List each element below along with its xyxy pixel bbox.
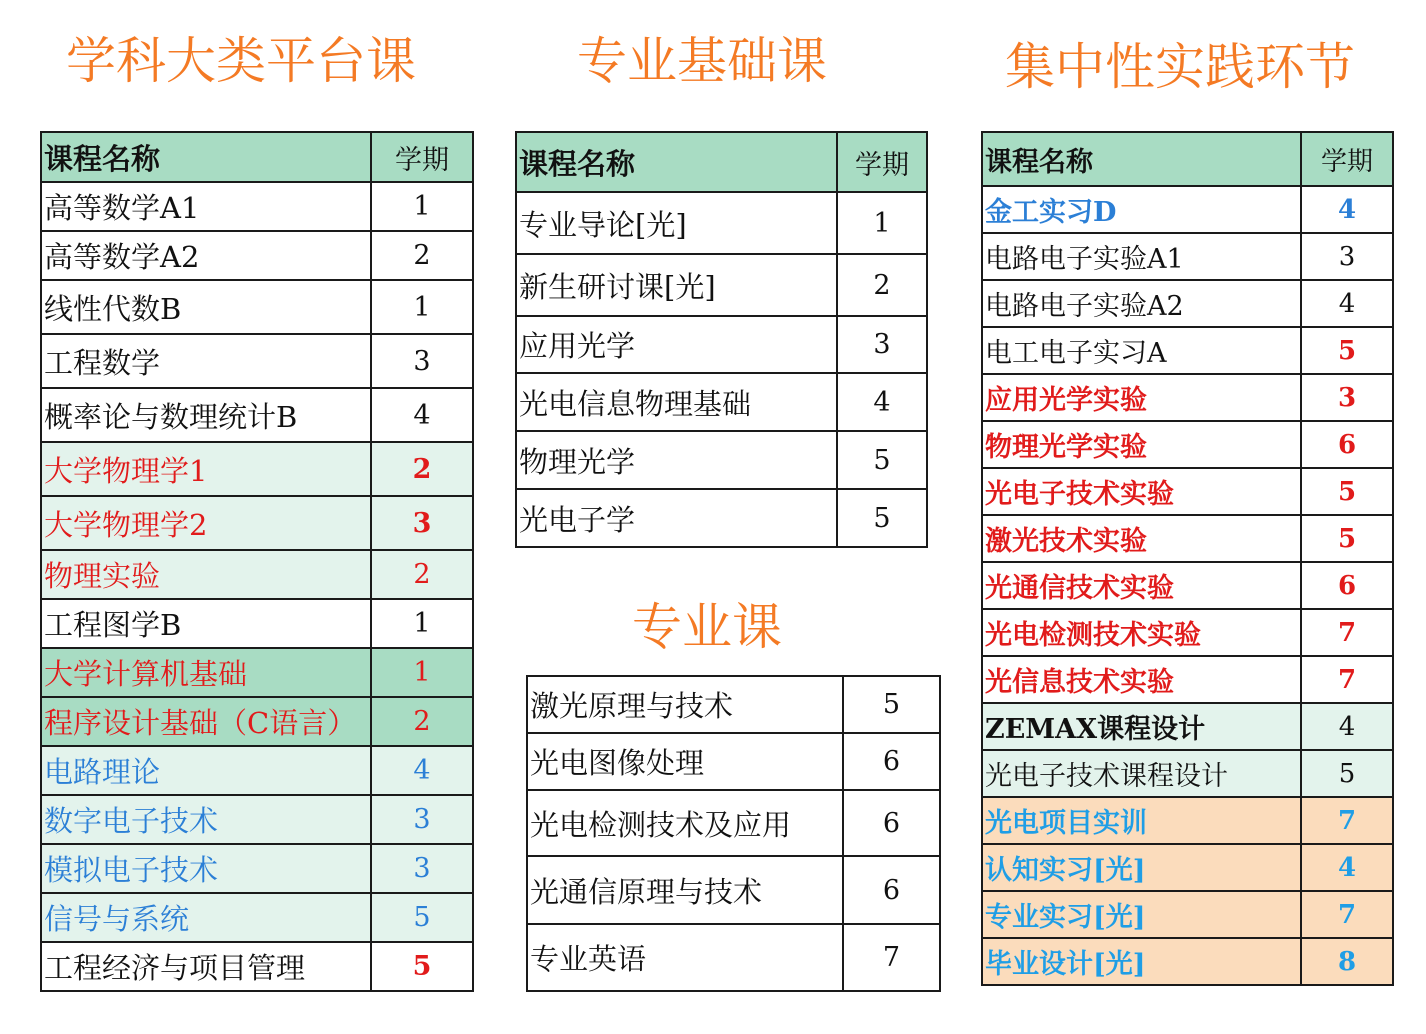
column-header-name: 课程名称 — [41, 132, 371, 182]
table-row — [527, 676, 940, 733]
course-semester: 7 — [1301, 609, 1393, 656]
course-semester: 5 — [1301, 327, 1393, 374]
table-row — [527, 924, 940, 991]
course-name: 光电检测技术实验 — [982, 609, 1301, 656]
table-header-row — [516, 132, 927, 192]
course-semester: 6 — [843, 790, 940, 856]
course-semester: 5 — [843, 676, 940, 733]
course-semester: 4 — [371, 388, 473, 442]
course-name: 金工实习D — [982, 186, 1301, 233]
course-semester: 1 — [371, 280, 473, 334]
course-name: 光电检测技术及应用 — [527, 790, 843, 856]
table-row — [41, 893, 473, 942]
course-name: 专业导论[光] — [516, 192, 837, 254]
table-row — [982, 844, 1393, 891]
table-row — [41, 182, 473, 231]
table-row — [982, 703, 1393, 750]
table-row — [41, 280, 473, 334]
course-semester: 3 — [1301, 233, 1393, 280]
course-semester: 1 — [371, 648, 473, 697]
course-name: 电工电子实习A — [982, 327, 1301, 374]
course-name: 工程经济与项目管理 — [41, 942, 371, 991]
course-semester: 2 — [837, 254, 927, 316]
table-row — [41, 550, 473, 599]
major-heading: 专业课 — [632, 598, 782, 656]
course-name: ZEMAX课程设计 — [982, 703, 1301, 750]
course-name: 信号与系统 — [41, 893, 371, 942]
table-row — [516, 373, 927, 431]
table-row — [982, 186, 1393, 233]
table-row — [982, 421, 1393, 468]
course-semester: 3 — [837, 316, 927, 373]
course-name: 认知实习[光] — [982, 844, 1301, 891]
table-row — [982, 656, 1393, 703]
course-name: 大学物理学1 — [41, 442, 371, 496]
major-course-table — [526, 675, 941, 992]
table-row — [527, 856, 940, 924]
table-row — [982, 327, 1393, 374]
foundation-heading: 专业基础课 — [577, 32, 827, 90]
course-name: 光电项目实训 — [982, 797, 1301, 844]
table-row — [982, 797, 1393, 844]
course-name: 物理光学 — [516, 431, 837, 489]
course-semester: 4 — [1301, 703, 1393, 750]
course-name: 新生研讨课[光] — [516, 254, 837, 316]
table-row — [982, 374, 1393, 421]
course-name: 大学计算机基础 — [41, 648, 371, 697]
course-semester: 6 — [1301, 421, 1393, 468]
course-semester: 5 — [1301, 515, 1393, 562]
course-name: 工程图学B — [41, 599, 371, 648]
course-semester: 1 — [371, 599, 473, 648]
table-row — [41, 844, 473, 893]
column-header-name: 课程名称 — [516, 132, 837, 192]
foundation-course-table — [515, 131, 928, 548]
course-name: 高等数学A1 — [41, 182, 371, 231]
course-semester: 2 — [371, 231, 473, 280]
table-row — [982, 750, 1393, 797]
course-name: 光电信息物理基础 — [516, 373, 837, 431]
table-row — [982, 938, 1393, 985]
table-row — [527, 790, 940, 856]
course-semester: 2 — [371, 697, 473, 746]
course-name: 模拟电子技术 — [41, 844, 371, 893]
course-semester: 4 — [371, 746, 473, 795]
course-semester: 3 — [371, 334, 473, 388]
table-row — [516, 316, 927, 373]
course-name: 概率论与数理统计B — [41, 388, 371, 442]
course-name: 程序设计基础（C语言） — [41, 697, 371, 746]
course-name: 光电子技术课程设计 — [982, 750, 1301, 797]
column-header-name: 课程名称 — [982, 132, 1301, 186]
practice-course-table — [981, 131, 1394, 986]
course-name: 电路电子实验A1 — [982, 233, 1301, 280]
course-semester: 4 — [1301, 280, 1393, 327]
course-name: 数字电子技术 — [41, 795, 371, 844]
course-semester: 3 — [371, 844, 473, 893]
course-name: 应用光学 — [516, 316, 837, 373]
course-name: 应用光学实验 — [982, 374, 1301, 421]
table-row — [41, 388, 473, 442]
course-name: 激光技术实验 — [982, 515, 1301, 562]
course-name: 电路电子实验A2 — [982, 280, 1301, 327]
course-semester: 6 — [1301, 562, 1393, 609]
course-semester: 3 — [371, 795, 473, 844]
table-header-row — [41, 132, 473, 182]
course-name: 光信息技术实验 — [982, 656, 1301, 703]
course-semester: 5 — [371, 942, 473, 991]
course-name: 光电子学 — [516, 489, 837, 547]
table-row — [41, 496, 473, 550]
course-name: 光电子技术实验 — [982, 468, 1301, 515]
table-row — [41, 746, 473, 795]
course-name: 大学物理学2 — [41, 496, 371, 550]
course-semester: 6 — [843, 733, 940, 790]
course-semester: 1 — [371, 182, 473, 231]
course-name: 物理实验 — [41, 550, 371, 599]
course-name: 激光原理与技术 — [527, 676, 843, 733]
course-semester: 1 — [837, 192, 927, 254]
table-row — [516, 254, 927, 316]
table-row — [41, 231, 473, 280]
course-name: 光通信技术实验 — [982, 562, 1301, 609]
course-semester: 7 — [1301, 656, 1393, 703]
course-semester: 8 — [1301, 938, 1393, 985]
course-semester: 5 — [837, 489, 927, 547]
table-row — [982, 280, 1393, 327]
course-name: 光通信原理与技术 — [527, 856, 843, 924]
course-name: 工程数学 — [41, 334, 371, 388]
course-semester: 3 — [1301, 374, 1393, 421]
table-row — [982, 562, 1393, 609]
course-name: 光电图像处理 — [527, 733, 843, 790]
table-row — [41, 697, 473, 746]
table-row — [982, 468, 1393, 515]
course-semester: 7 — [1301, 891, 1393, 938]
platform-heading: 学科大类平台课 — [66, 32, 416, 90]
table-row — [516, 192, 927, 254]
course-semester: 5 — [371, 893, 473, 942]
course-name: 线性代数B — [41, 280, 371, 334]
practice-heading: 集中性实践环节 — [1005, 38, 1355, 96]
table-row — [982, 515, 1393, 562]
course-semester: 4 — [1301, 844, 1393, 891]
course-semester: 2 — [371, 442, 473, 496]
course-name: 高等数学A2 — [41, 231, 371, 280]
course-semester: 4 — [837, 373, 927, 431]
course-semester: 5 — [837, 431, 927, 489]
table-row — [516, 431, 927, 489]
course-semester: 7 — [843, 924, 940, 991]
column-header-semester: 学期 — [371, 132, 473, 182]
course-name: 物理光学实验 — [982, 421, 1301, 468]
table-header-row — [982, 132, 1393, 186]
table-row — [982, 609, 1393, 656]
column-header-semester: 学期 — [1301, 132, 1393, 186]
course-name: 毕业设计[光] — [982, 938, 1301, 985]
course-semester: 5 — [1301, 468, 1393, 515]
table-row — [527, 733, 940, 790]
course-name: 专业英语 — [527, 924, 843, 991]
table-row — [516, 489, 927, 547]
table-row — [41, 942, 473, 991]
course-name: 专业实习[光] — [982, 891, 1301, 938]
course-semester: 2 — [371, 550, 473, 599]
table-row — [41, 599, 473, 648]
course-semester: 3 — [371, 496, 473, 550]
course-name: 电路理论 — [41, 746, 371, 795]
table-row — [982, 233, 1393, 280]
course-semester: 4 — [1301, 186, 1393, 233]
table-row — [41, 795, 473, 844]
course-semester: 7 — [1301, 797, 1393, 844]
table-row — [41, 648, 473, 697]
table-row — [41, 442, 473, 496]
course-semester: 6 — [843, 856, 940, 924]
platform-course-table — [40, 131, 474, 992]
table-row — [982, 891, 1393, 938]
table-row — [41, 334, 473, 388]
course-semester: 5 — [1301, 750, 1393, 797]
column-header-semester: 学期 — [837, 132, 927, 192]
